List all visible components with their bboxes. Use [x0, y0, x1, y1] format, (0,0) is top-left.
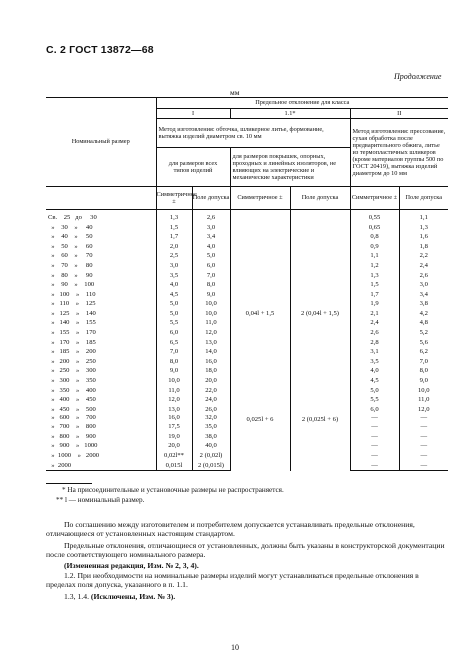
class-1-tolerance-cell: 2 (0,02l) [192, 451, 230, 461]
class-1-symmetric-cell: 2,0 [156, 242, 192, 252]
class-1-symmetric-cell: 2,5 [156, 251, 192, 261]
class-1-tolerance-cell: 6,0 [192, 261, 230, 271]
class-1-tolerance-cell: 10,0 [192, 309, 230, 319]
class-2-tolerance-cell: 5,2 [399, 328, 448, 338]
class-2-tolerance-cell: — [399, 422, 448, 432]
class-1-1-header: 1.1* [230, 109, 350, 119]
class-2-symmetric-cell: 4,5 [350, 376, 399, 386]
all-types-subheader: для размеров всех типов изделий [156, 148, 230, 187]
class-2-tolerance-cell: 10,0 [399, 385, 448, 395]
footnote-2: ** l — номинальный размер. [56, 496, 145, 504]
class-1-symmetric-cell: 19,0 [156, 432, 192, 442]
class-1-1-empty-cell [230, 451, 290, 471]
nominal-size-cell: » 350 » 400 [48, 386, 96, 394]
class-2-tolerance-cell: — [399, 460, 448, 470]
class-2-symmetric-cell: 0,65 [350, 223, 399, 233]
deviation-table-body [46, 210, 448, 471]
class-2-symmetric-cell: 0,55 [350, 210, 399, 223]
class-2-tolerance-cell: 5,6 [399, 338, 448, 348]
class-1-header: I [156, 109, 230, 119]
deviation-table [46, 97, 448, 471]
class-2-tolerance-cell: 7,0 [399, 357, 448, 367]
class-1-tolerance-cell: 32,0 [192, 414, 230, 422]
class-2-symmetric-cell: 1,9 [350, 299, 399, 309]
clause-numbers: 1.3, 1.4. [64, 592, 91, 601]
nominal-size-cell: » 125 » 140 [48, 309, 96, 317]
class-2-symmetric-cell: 3,1 [350, 347, 399, 357]
class-2-tolerance-cell: 3,4 [399, 290, 448, 300]
class-1-tolerance-cell: 38,0 [192, 432, 230, 442]
nominal-size-cell: » 1000 » 2000 [48, 451, 100, 459]
class-2-symmetric-cell: 2,6 [350, 328, 399, 338]
tolerance-header: Поле допуска [192, 187, 230, 210]
nominal-size-cell: » 400 » 450 [48, 396, 96, 404]
class-1-symmetric-cell: 17,5 [156, 422, 192, 432]
class-2-tolerance-cell: 2,6 [399, 270, 448, 280]
nominal-size-cell: » 200 » 250 [48, 357, 96, 365]
class-2-symmetric-cell: 1,5 [350, 280, 399, 290]
class-2-symmetric-cell: 6,0 [350, 405, 399, 415]
class-2-tolerance-cell: 2,2 [399, 251, 448, 261]
class-1-symmetric-cell: 1,5 [156, 223, 192, 233]
nominal-size-cell: » 170 » 185 [48, 338, 96, 346]
nominal-size-cell: » 900 » 1000 [48, 442, 98, 450]
class-2-tolerance-cell: 2,4 [399, 261, 448, 271]
nominal-size-cell: » 50 » 60 [48, 242, 93, 250]
class-1-symmetric-cell: 13,0 [156, 405, 192, 415]
class-1-tolerance-cell: 10,0 [192, 299, 230, 309]
class-1-symmetric-cell: 5,5 [156, 318, 192, 328]
class-1-symmetric-cell: 4,0 [156, 280, 192, 290]
class-2-symmetric-cell: — [350, 414, 399, 422]
class-1-tolerance-cell: 5,0 [192, 251, 230, 261]
class-1-symmetric-cell: 3,5 [156, 270, 192, 280]
class-1-symmetric-cell: 3,0 [156, 261, 192, 271]
class-2-tolerance-cell: — [399, 414, 448, 422]
class-1-tolerance-cell: 14,0 [192, 347, 230, 357]
class-1-symmetric-cell: 20,0 [156, 441, 192, 451]
class-1-symmetric-cell: 5,0 [156, 309, 192, 319]
class-2-symmetric-cell: 2,8 [350, 338, 399, 348]
class-2-tolerance-cell: 9,0 [399, 376, 448, 386]
class-1-tolerance-cell: 13,0 [192, 338, 230, 348]
class-2-tolerance-cell: 1,3 [399, 223, 448, 233]
footnote-1: * На присоединительные и установочные размеры не распространяется. [62, 486, 284, 494]
paragraph-agreement: По соглашению между изготовителем и потребителем допускается устанавливать предельные отклонения, отличающиеся от установленных настоящим стандартом. [46, 520, 415, 539]
class-1-tolerance-cell: 2 (0,015l) [192, 460, 230, 470]
method-class-2-header: Метод изготовления: прессование, сухая обработка после предварительного обжига, литье из термопластичных шликеров (кроме материалов группы 500 по ГОСТ 20419), вытяжка изделий диаметром до 10 мм [350, 119, 448, 187]
continuation-label: Продолжение [394, 72, 442, 81]
class-1-tolerance-cell: 4,0 [192, 242, 230, 252]
class-1-symmetric-cell: 0,015l [156, 460, 192, 470]
table-row [46, 414, 448, 422]
page-number: 10 [231, 643, 239, 652]
class-1-tolerance-cell: 12,0 [192, 328, 230, 338]
class-2-symmetric-cell: — [350, 460, 399, 470]
class-1-tolerance-cell: 7,0 [192, 270, 230, 280]
nominal-size-cell: » 110 » 125 [48, 300, 96, 308]
class-1-symmetric-cell: 1,3 [156, 210, 192, 223]
class-2-tolerance-cell: — [399, 451, 448, 461]
nominal-size-cell: » 2000 [46, 460, 156, 470]
class-1-symmetric-cell: 6,5 [156, 338, 192, 348]
paragraph-other-deviations: Предельные отклонения, отличающиеся от установленных, должны быть указаны в конструкторской документации после соответствующего номинального размера. [46, 541, 445, 560]
footnote-rule [46, 483, 92, 484]
paragraph-1-3-1-4 [64, 592, 175, 601]
class-1-tolerance-cell: 18,0 [192, 366, 230, 376]
class-1-tolerance-cell: 2,6 [192, 210, 230, 223]
nominal-size-cell: » 700 » 800 [48, 423, 96, 431]
class-2-tolerance-cell: — [399, 432, 448, 442]
excluded-note: (Исключены, Изм. № 3). [90, 592, 176, 601]
class-1-symmetric-cell: 1,7 [156, 232, 192, 242]
class-1-symmetric-cell: 10,0 [156, 376, 192, 386]
class-2-tolerance-cell: — [399, 441, 448, 451]
class-2-tolerance-cell: 4,8 [399, 318, 448, 328]
class-1-symmetric-cell: 9,0 [156, 366, 192, 376]
class-1-tolerance-cell: 8,0 [192, 280, 230, 290]
class-2-tolerance-cell: 4,2 [399, 309, 448, 319]
class-2-tolerance-cell: 12,0 [399, 405, 448, 415]
class-2-header: II [350, 109, 448, 119]
class-1-1-symmetric-formula: 0,04l + 1,5 [230, 210, 290, 415]
class-1-symmetric-cell: 12,0 [156, 395, 192, 405]
class-1-symmetric-cell: 16,0 [156, 414, 192, 422]
nominal-size-cell: » 300 » 350 [48, 376, 96, 384]
class-2-symmetric-cell: — [350, 441, 399, 451]
class-2-symmetric-cell: 0,8 [350, 232, 399, 242]
class-1-1-tolerance-formula: 2 (0,04l + 1,5) [290, 210, 350, 415]
symmetric-header: Симметричное ± [350, 187, 399, 210]
class-2-tolerance-cell: 1,8 [399, 242, 448, 252]
nominal-size-cell: » 250 » 300 [48, 367, 96, 375]
class-1-symmetric-cell: 0,02l** [156, 451, 192, 461]
nominal-size-cell: » 90 » 100 [48, 281, 95, 289]
nominal-size-cell: » 600 » 700 [48, 414, 96, 422]
tolerance-header: Поле допуска [399, 187, 448, 210]
nominal-size-cell: » 140 » 155 [48, 319, 96, 327]
amendment-note: (Измененная редакция, Изм. № 2, 3, 4). [64, 561, 199, 570]
class-2-symmetric-cell: — [350, 451, 399, 461]
class-1-1-tolerance-formula: 2 (0,025l + 6) [290, 414, 350, 451]
page-header: С. 2 ГОСТ 13872—68 [46, 44, 154, 56]
class-1-symmetric-cell: 4,5 [156, 290, 192, 300]
insulator-subheader: для размеров покрышек, опорных, проходных и линейных изоляторов, не влияющих на электрические и механические характеристики [230, 148, 350, 187]
class-1-tolerance-cell: 20,0 [192, 376, 230, 386]
class-1-tolerance-cell: 3,0 [192, 223, 230, 233]
class-1-symmetric-cell: 7,0 [156, 347, 192, 357]
tolerance-header: Поле допуска [290, 187, 350, 210]
nominal-size-cell: » 155 » 170 [48, 329, 96, 337]
class-2-symmetric-cell: 0,9 [350, 242, 399, 252]
class-1-tolerance-cell: 3,4 [192, 232, 230, 242]
limit-deviation-header: Предельное отклонение для класса [156, 98, 448, 109]
class-1-tolerance-cell: 24,0 [192, 395, 230, 405]
class-2-symmetric-cell: 2,4 [350, 318, 399, 328]
nominal-size-cell: Св. 25 до 30 [48, 214, 97, 222]
class-1-1-empty-cell [290, 451, 350, 471]
class-2-symmetric-cell: 2,1 [350, 309, 399, 319]
table-row [46, 210, 448, 223]
nominal-size-cell: » 100 » 110 [48, 290, 96, 298]
class-2-tolerance-cell: 1,1 [399, 210, 448, 223]
paragraph-1-2: 1.2. При необходимости на номинальные размеры изделий могут устанавливаться предельные отклонения в пределах поля допуска, указанного в п. 1.1. [46, 571, 419, 590]
class-2-symmetric-cell: 1,7 [350, 290, 399, 300]
nominal-size-cell: » 80 » 90 [48, 271, 93, 279]
class-1-tolerance-cell: 26,0 [192, 405, 230, 415]
nominal-size-cell: » 60 » 70 [48, 252, 93, 260]
class-1-tolerance-cell: 11,0 [192, 318, 230, 328]
class-2-tolerance-cell: 1,6 [399, 232, 448, 242]
class-1-tolerance-cell: 16,0 [192, 357, 230, 367]
class-1-tolerance-cell: 9,0 [192, 290, 230, 300]
class-1-symmetric-cell: 8,0 [156, 357, 192, 367]
class-1-tolerance-cell: 35,0 [192, 422, 230, 432]
class-2-symmetric-cell: 5,5 [350, 395, 399, 405]
class-2-tolerance-cell: 3,8 [399, 299, 448, 309]
nominal-size-cell: » 800 » 900 [48, 432, 96, 440]
symmetric-header: Симметричное ± [230, 187, 290, 210]
class-2-symmetric-cell: — [350, 422, 399, 432]
class-2-symmetric-cell: — [350, 432, 399, 442]
class-1-1-symmetric-formula: 0,025l + 6 [230, 414, 290, 451]
nominal-size-header: Номинальный размер [46, 98, 156, 187]
nominal-size-cell: » 450 » 500 [48, 405, 96, 413]
class-1-tolerance-cell: 22,0 [192, 385, 230, 395]
nominal-size-cell: » 40 » 50 [48, 233, 93, 241]
class-1-symmetric-cell: 11,0 [156, 385, 192, 395]
units-label: мм [230, 88, 240, 97]
class-2-tolerance-cell: 3,0 [399, 280, 448, 290]
class-2-symmetric-cell: 1,2 [350, 261, 399, 271]
class-2-symmetric-cell: 1,3 [350, 270, 399, 280]
class-2-symmetric-cell: 1,1 [350, 251, 399, 261]
class-2-symmetric-cell: 3,5 [350, 357, 399, 367]
class-1-symmetric-cell: 6,0 [156, 328, 192, 338]
nominal-size-cell: » 30 » 40 [48, 223, 93, 231]
class-2-tolerance-cell: 11,0 [399, 395, 448, 405]
nominal-size-cell: » 185 » 200 [48, 348, 96, 356]
class-1-tolerance-cell: 40,0 [192, 441, 230, 451]
class-2-symmetric-cell: 5,0 [350, 385, 399, 395]
table-row [46, 451, 448, 461]
class-2-tolerance-cell: 8,0 [399, 366, 448, 376]
class-2-symmetric-cell: 4,0 [350, 366, 399, 376]
nominal-size-cell: » 70 » 80 [48, 261, 93, 269]
symmetric-header: Симметричное ± [156, 187, 192, 210]
class-1-symmetric-cell: 5,0 [156, 299, 192, 309]
class-2-tolerance-cell: 6,2 [399, 347, 448, 357]
method-class-1-header: Метод изготовления: обточка, шликерное литье, формование, вытяжка изделий диаметром св. 10 мм [156, 119, 350, 148]
